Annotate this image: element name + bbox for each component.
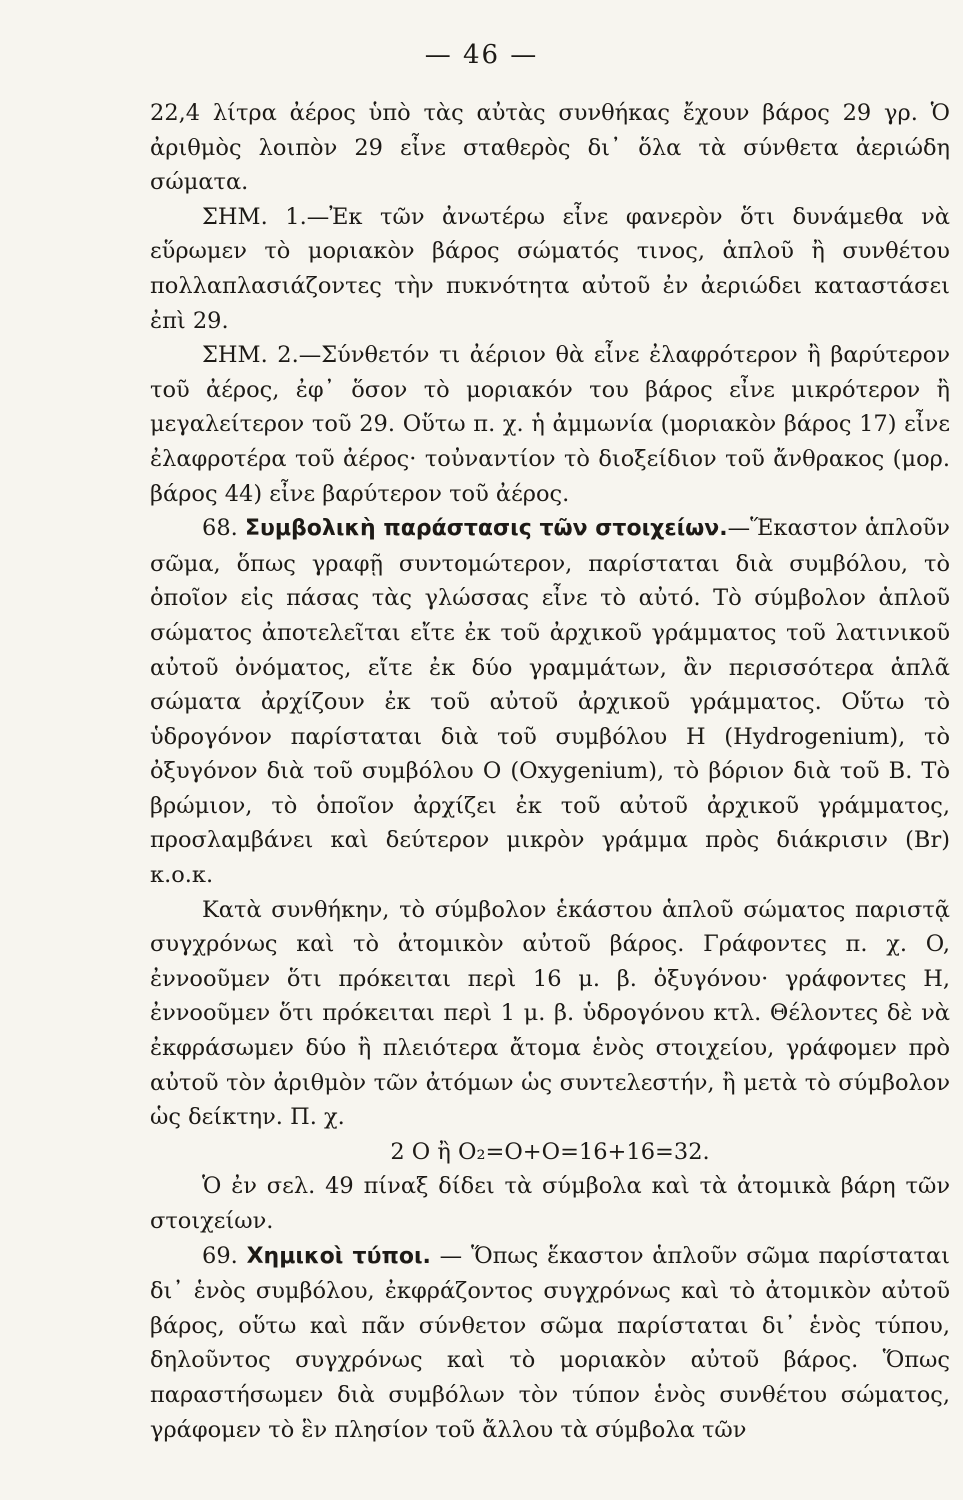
paragraph-symbols-weights: Κατὰ συνθήκην, τὸ σύμβολον ἑκάστου ἁπλοῦ σώματος παριστᾷ συγχρόνως καὶ τὸ ἀτομικὸν αὐτοῦ βάρος. Γράφοντες π. χ. O, ἐννοοῦμεν ὅτι πρόκειται περὶ 16 μ. β. ὀξυγόνου· γράφοντες H, ἐννοοῦμεν ὅτι πρόκειται περὶ 1 μ. β. ὑδρογόνου κτλ. Θέλοντες δὲ νὰ ἐκφράσωμεν δύο ἢ πλειότερα ἄτομα ἑνὸς στοιχείου, γράφομεν πρὸ αὐτοῦ τὸν ἀριθμὸν τῶν ἀτόμων ὡς συντελεστήν, ἢ μετὰ τὸ σύμβολον ὡς δείκτην. Π. χ.: [150, 896, 950, 1131]
section-69-heading: Χημικοὶ τύποι.: [246, 1243, 431, 1269]
section-68-heading: Συμβολικὴ παράστασις τῶν στοιχείων.: [244, 516, 728, 542]
paragraph-table-reference: Ὁ ἐν σελ. 49 πίναξ δίδει τὰ σύμβολα καὶ τὰ ἀτομικὰ βάρη τῶν στοιχείων.: [150, 1173, 950, 1234]
page-number: — 46 —: [424, 40, 539, 70]
section-68-number: 68.: [202, 515, 238, 542]
section-68-body: —Ἕκαστον ἁπλοῦν σῶμα, ὅπως γραφῇ συντομώτερον, παρίσταται διὰ συμβόλου, τὸ ὁποῖον εἰς πάσας τὰς γλώσσας εἶνε τὸ αὐτό. Τὸ σύμβολον ἁπλοῦ σώματος ἀποτελεῖται εἴτε ἐκ τοῦ ἀρχικοῦ γράμματος τοῦ λατινικοῦ αὐτοῦ ὀνόματος, εἴτε ἐκ δύο γραμμάτων, ἂν περισσότερα ἁπλᾶ σώματα ἀρχίζουν ἐκ τοῦ αὐτοῦ ἀρχικοῦ γράμματος. Οὕτω τὸ ὑδρογόνον παρίσταται διὰ τοῦ συμβόλου H (Hydrogenium), τὸ ὀξυγόνον διὰ τοῦ συμβόλου O (Oxygenium), τὸ βόριον διὰ τοῦ B. Τὸ βρώμιον, τὸ ὁποῖον ἀρχίζει ἐκ τοῦ αὐτοῦ ἀρχικοῦ γράμματος, προσλαμβάνει καὶ δεύτερον μικρὸν γράμμα πρὸς διάκρισιν (Br) κ.ο.κ.: [150, 515, 950, 889]
formula-line: 2 O ἢ O₂=O+O=16+16=32.: [390, 1138, 710, 1165]
section-69-number: 69.: [202, 1242, 238, 1269]
page-text: [150, 96, 950, 1447]
paragraph-intro: 22,4 λίτρα ἀέρος ὑπὸ τὰς αὐτὰς συνθήκας ἔχουν βάρος 29 γρ. Ὁ ἀριθμὸς λοιπὸν 29 εἶνε σταθερὸς δι᾽ ὅλα τὰ σύνθετα ἀεριώδη σώματα.: [150, 100, 950, 196]
section-68: [150, 511, 950, 893]
section-69-body: — Ὅπως ἕκαστον ἁπλοῦν σῶμα παρίσταται δι᾽ ἑνὸς συμβόλου, ἐκφράζοντος συγχρόνως καὶ τὸ ἀτομικὸν αὐτοῦ βάρος, οὕτω καὶ πᾶν σύνθετον σῶμα παρίσταται δι᾽ ἑνὸς τύπου, δηλοῦντος συγχρόνως καὶ τὸ μοριακὸν αὐτοῦ βάρος. Ὅπως παραστήσωμεν διὰ συμβόλων τὸν τύπον ἑνὸς συνθέτου σώματος, γράφομεν τὸ ἓν πλησίον τοῦ ἄλλου τὰ σύμβολα τῶν: [150, 1242, 951, 1443]
note-1: ΣΗΜ. 1.—Ἐκ τῶν ἀνωτέρω εἶνε φανερὸν ὅτι δυνάμεθα νὰ εὕρωμεν τὸ μοριακὸν βάρος σώματός τινος, ἁπλοῦ ἢ συνθέτου πολλαπλασιάζοντες τὴν πυκνότητα αὐτοῦ ἐν ἀεριώδει καταστάσει ἐπὶ 29.: [150, 203, 950, 334]
note-2: ΣΗΜ. 2.—Σύνθετόν τι ἀέριον θὰ εἶνε ἐλαφρότερον ἢ βαρύτερον τοῦ ἀέρος, ἐφ᾽ ὅσον τὸ μοριακόν του βάρος εἶνε μικρότερον ἢ μεγαλείτερον τοῦ 29. Οὕτω π. χ. ἡ ἀμμωνία (μοριακὸν βάρος 17) εἶνε ἐλαφροτέρα τοῦ ἀέρος· τοὐναντίον τὸ διοξείδιον τοῦ ἄνθρακος (μορ. βάρος 44) εἶνε βαρύτερον τοῦ ἀέρος.: [150, 342, 950, 507]
section-69: [150, 1239, 950, 1448]
